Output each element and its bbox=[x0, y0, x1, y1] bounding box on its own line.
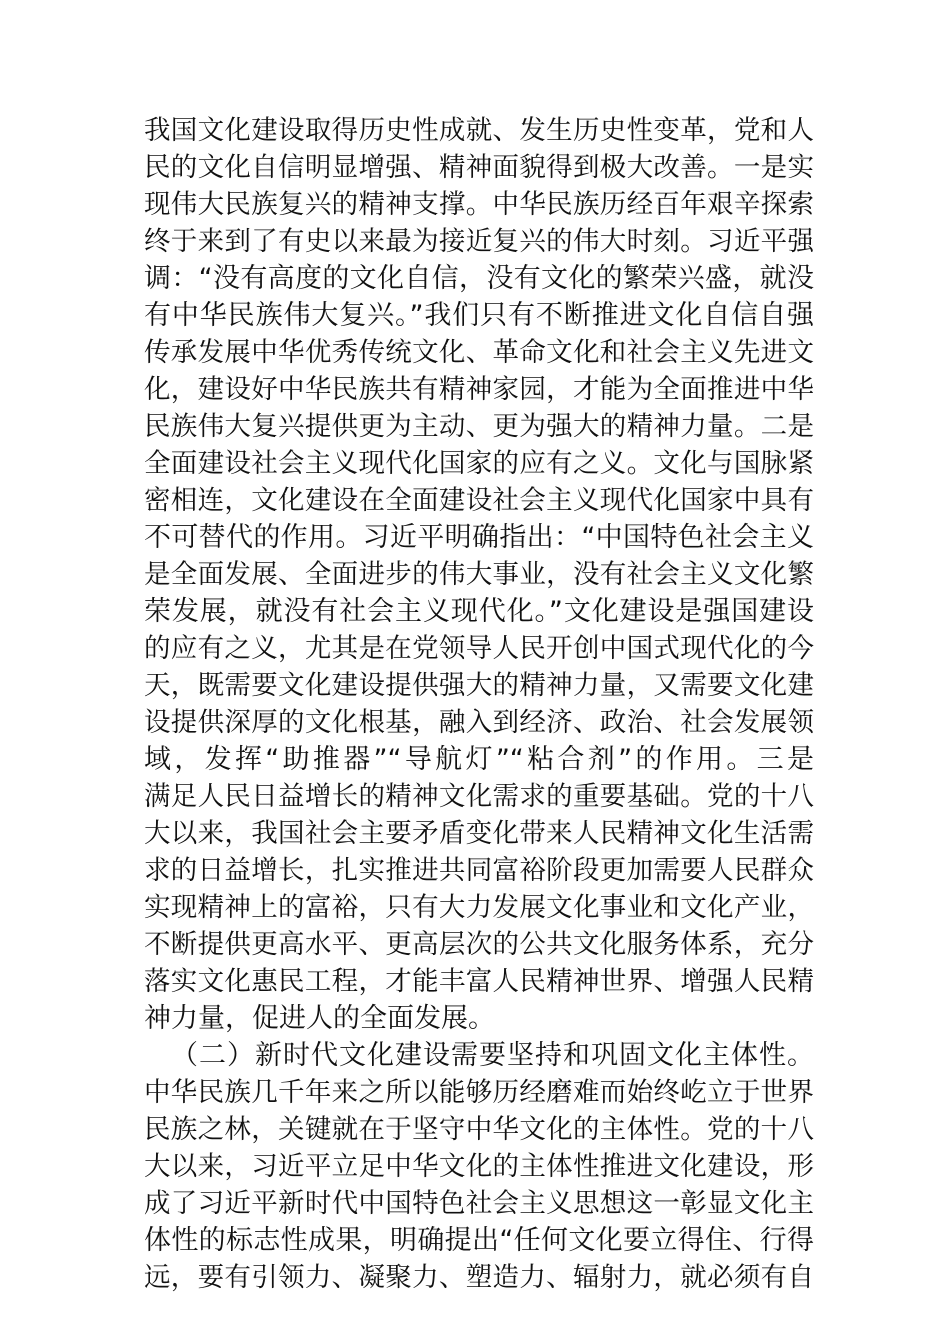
text-line: 终于来到了有史以来最为接近复兴的伟大时刻。习近平强 bbox=[144, 226, 814, 257]
text-line: 不断提供更高水平、更高层次的公共文化服务体系，充分 bbox=[144, 929, 814, 960]
text-line: 全面建设社会主义现代化国家的应有之义。文化与国脉紧 bbox=[144, 448, 814, 479]
text-line: 求的日益增长，扎实推进共同富裕阶段更加需要人民群众 bbox=[144, 855, 814, 886]
text-line: 大以来，我国社会主要矛盾变化带来人民精神文化生活需 bbox=[144, 818, 814, 849]
text-line: 成了习近平新时代中国特色社会主义思想这一彰显文化主 bbox=[144, 1188, 814, 1219]
section-heading-line: （二）新时代文化建设需要坚持和巩固文化主体性。 bbox=[171, 1040, 814, 1071]
text-line: 实现精神上的富裕，只有大力发展文化事业和文化产业， bbox=[144, 892, 814, 923]
text-line: 不可替代的作用。习近平明确指出：“中国特色社会主义 bbox=[144, 522, 814, 553]
text-line: 设提供深厚的文化根基，融入到经济、政治、社会发展领 bbox=[144, 707, 814, 738]
text-line: 民族伟大复兴提供更为主动、更为强大的精神力量。二是 bbox=[144, 411, 814, 442]
text-line: 大以来，习近平立足中华文化的主体性推进文化建设，形 bbox=[144, 1151, 814, 1182]
text-line: 落实文化惠民工程，才能丰富人民精神世界、增强人民精 bbox=[144, 966, 814, 997]
body-text bbox=[144, 112, 814, 1296]
text-line: 中华民族几千年来之所以能够历经磨难而始终屹立于世界 bbox=[144, 1077, 814, 1108]
text-line: 的应有之义，尤其是在党领导人民开创中国式现代化的今 bbox=[144, 633, 814, 664]
text-line: 民族之林，关键就在于坚守中华文化的主体性。党的十八 bbox=[144, 1114, 814, 1145]
text-line: 体性的标志性成果，明确提出“任何文化要立得住、行得 bbox=[144, 1225, 814, 1256]
text-line: 传承发展中华优秀传统文化、革命文化和社会主义先进文 bbox=[144, 337, 814, 368]
text-line: 神力量，促进人的全面发展。 bbox=[144, 1003, 495, 1034]
text-line: 有中华民族伟大复兴。”我们只有不断推进文化自信自强 bbox=[144, 300, 814, 331]
text-line: 调：“没有高度的文化自信，没有文化的繁荣兴盛，就没 bbox=[144, 263, 814, 294]
text-line: 密相连，文化建设在全面建设社会主义现代化国家中具有 bbox=[144, 485, 814, 516]
text-line: 化，建设好中华民族共有精神家园，才能为全面推进中华 bbox=[144, 374, 814, 405]
text-line: 荣发展，就没有社会主义现代化。”文化建设是强国建设 bbox=[144, 596, 814, 627]
text-line: 域，发挥“助推器”“导航灯”“粘合剂”的作用。三是 bbox=[144, 744, 814, 775]
text-line: 天，既需要文化建设提供强大的精神力量，又需要文化建 bbox=[144, 670, 814, 701]
text-line: 民的文化自信明显增强、精神面貌得到极大改善。一是实 bbox=[144, 152, 814, 183]
text-line: 我国文化建设取得历史性成就、发生历史性变革，党和人 bbox=[144, 115, 814, 146]
text-line: 满足人民日益增长的精神文化需求的重要基础。党的十八 bbox=[144, 781, 814, 812]
paragraph-1 bbox=[144, 112, 814, 1037]
text-line: 远，要有引领力、凝聚力、塑造力、辐射力，就必须有自 bbox=[144, 1262, 814, 1293]
text-line: 现伟大民族复兴的精神支撑。中华民族历经百年艰辛探索 bbox=[144, 189, 814, 220]
text-line: 是全面发展、全面进步的伟大事业，没有社会主义文化繁 bbox=[144, 559, 814, 590]
paragraph-2 bbox=[144, 1037, 814, 1296]
